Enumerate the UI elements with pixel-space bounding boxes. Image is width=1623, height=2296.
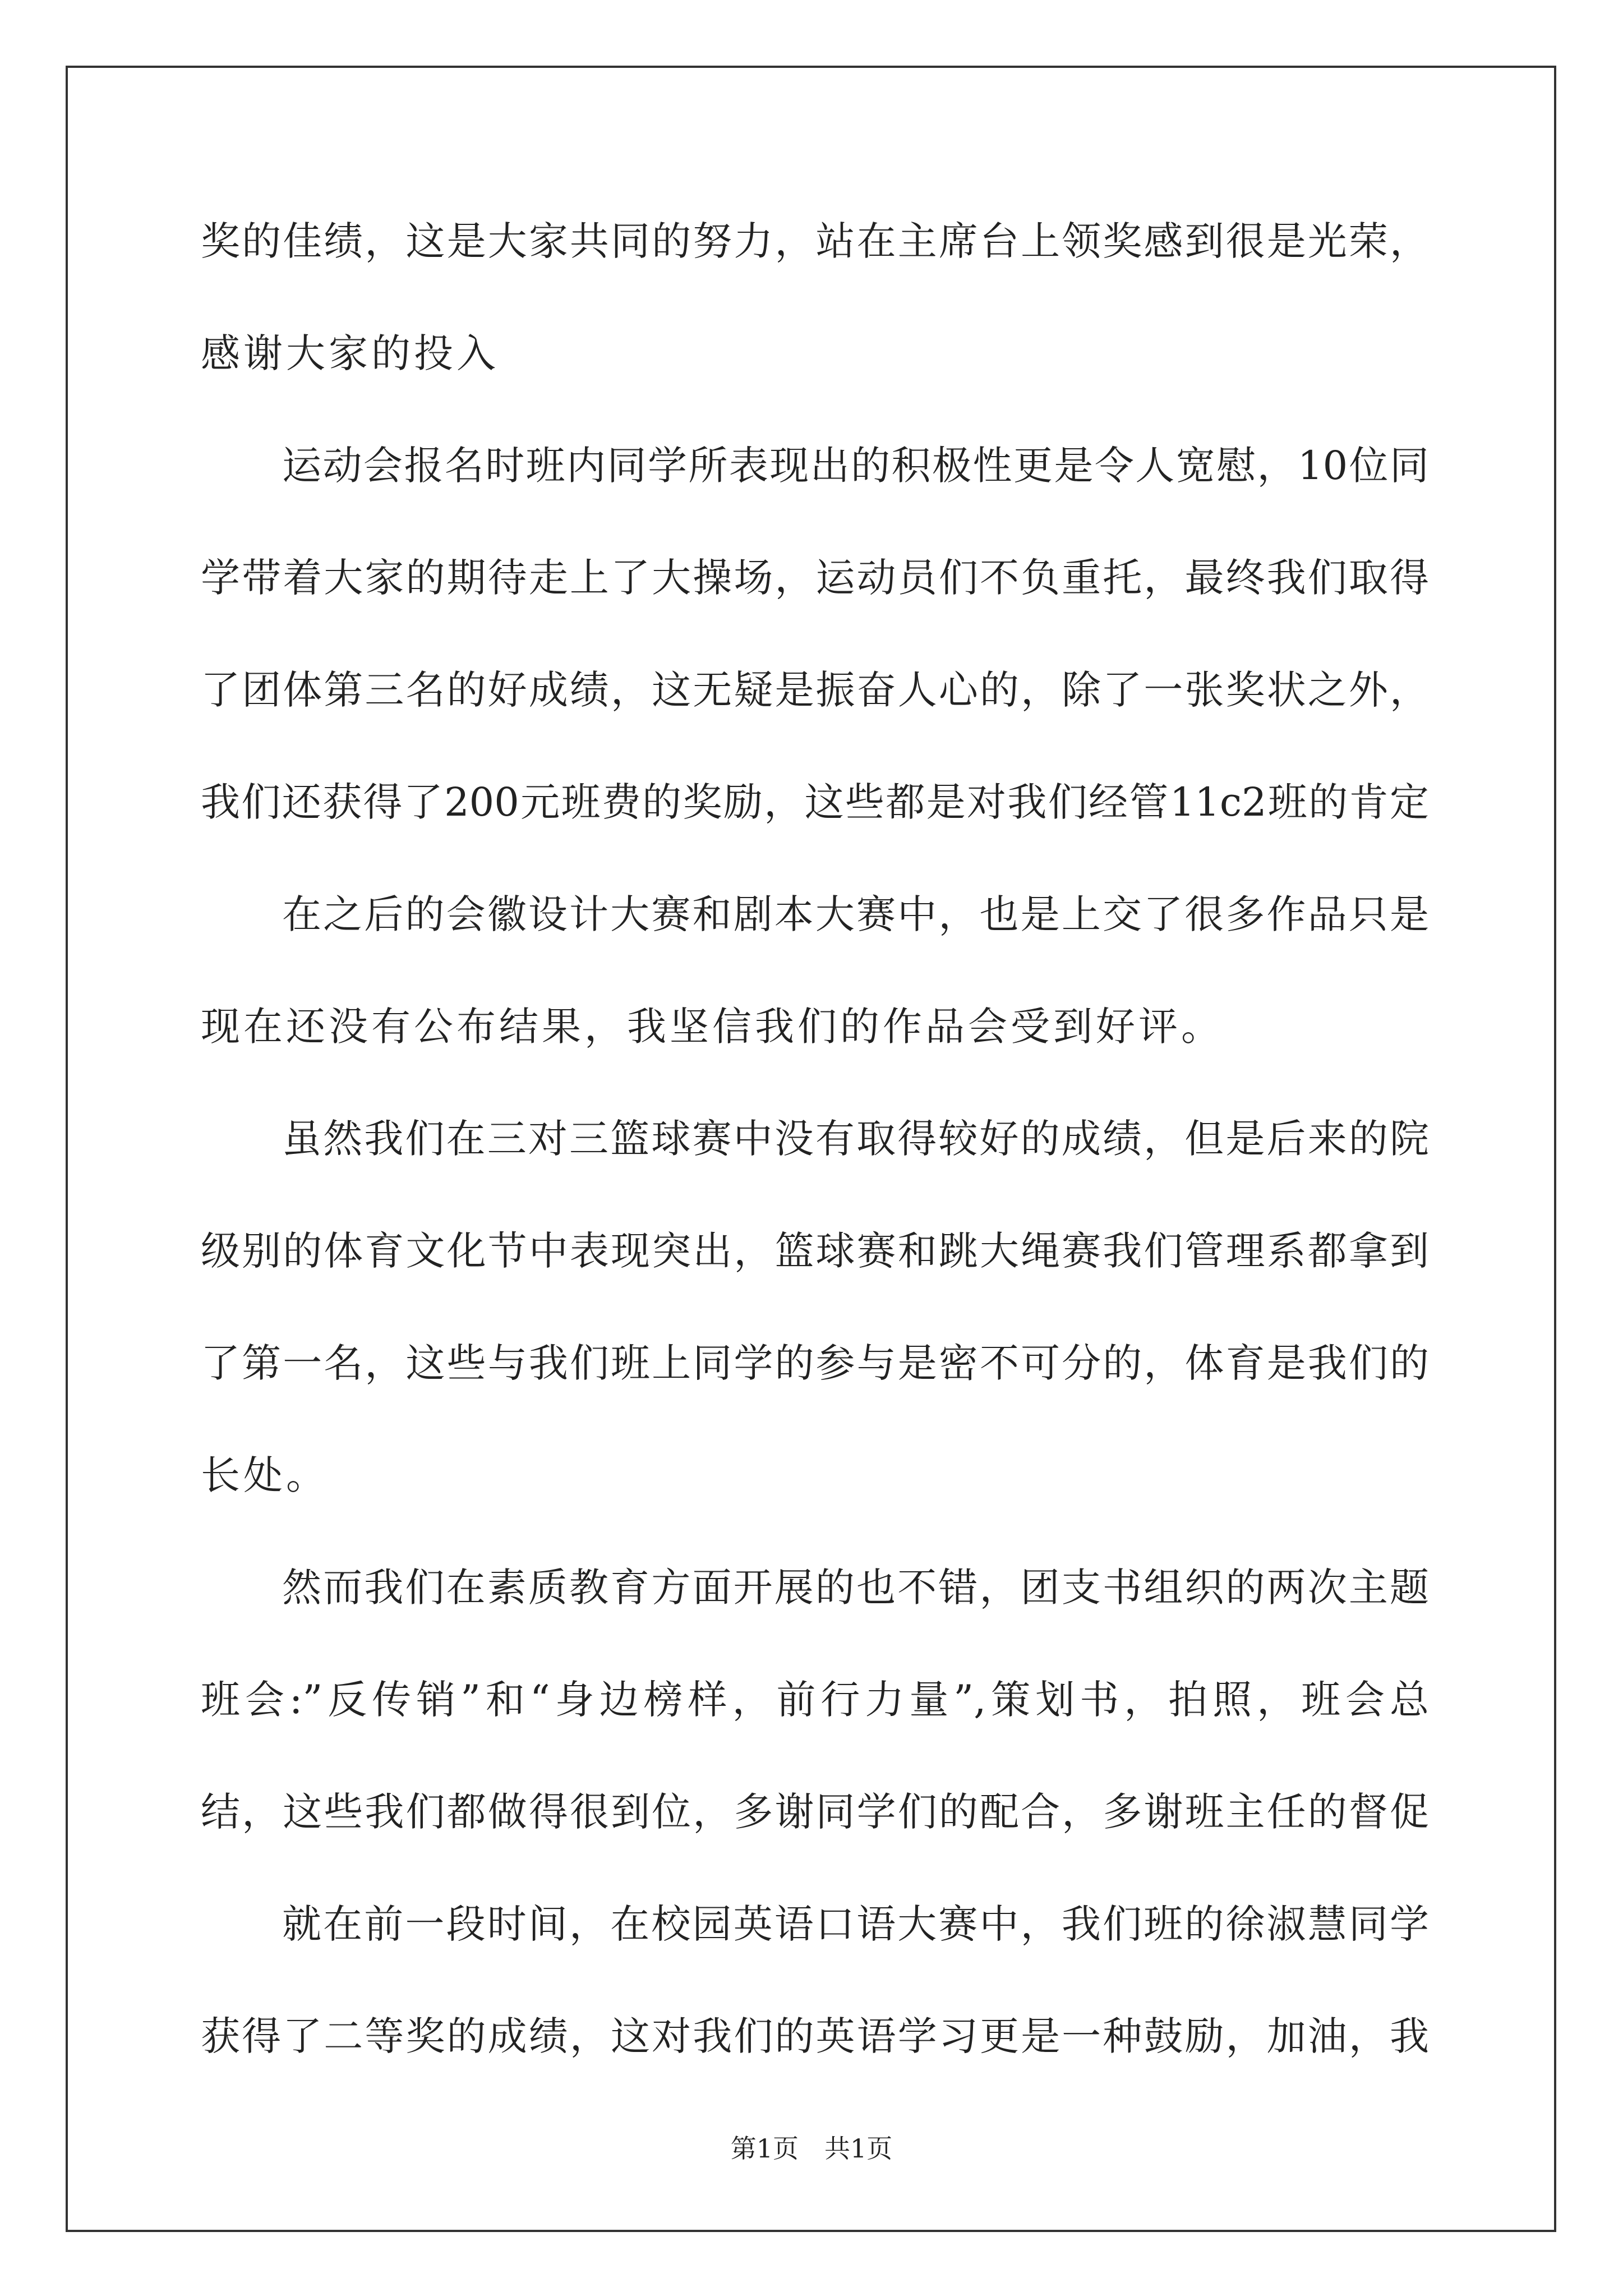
text-line: 现在还没有公布结果，我坚信我们的作品会受到好评。 xyxy=(201,1004,1224,1050)
text-line: 班会:”反传销”和“身边榜样，前行力量”,策划书，拍照，班会总 xyxy=(201,1677,1429,1723)
text-line: 结，这些我们都做得很到位，多谢同学们的配合，多谢班主任的督促 xyxy=(201,1789,1429,1835)
text-line: 学带着大家的期待走上了大操场，运动员们不负重托，最终我们取得 xyxy=(201,555,1429,601)
text-line: 奖的佳绩，这是大家共同的努力，站在主席台上领奖感到很是光荣， xyxy=(201,218,1429,264)
page-number-footer: 第1页 共1页 xyxy=(730,2133,893,2164)
paragraph-start-line: 然而我们在素质教育方面开展的也不错，团支书组织的两次主题 xyxy=(282,1565,1429,1611)
text-line: 感谢大家的投入 xyxy=(201,330,499,376)
text-line: 了第一名，这些与我们班上同学的参与是密不可分的，体育是我们的 xyxy=(201,1340,1429,1386)
text-line: 级别的体育文化节中表现突出，篮球赛和跳大绳赛我们管理系都拿到 xyxy=(201,1228,1429,1274)
text-line: 我们还获得了200元班费的奖励，这些都是对我们经管11c2班的肯定 xyxy=(201,779,1429,825)
paragraph-start-line: 虽然我们在三对三篮球赛中没有取得较好的成绩，但是后来的院 xyxy=(282,1116,1429,1162)
text-line: 了团体第三名的好成绩，这无疑是振奋人心的，除了一张奖状之外， xyxy=(201,667,1429,713)
paragraph-start-line: 在之后的会徽设计大赛和剧本大赛中，也是上交了很多作品只是 xyxy=(282,891,1429,937)
text-line: 长处。 xyxy=(201,1452,329,1498)
paragraph-start-line: 就在前一段时间，在校园英语口语大赛中，我们班的徐淑慧同学 xyxy=(282,1901,1429,1947)
paragraph-start-line: 运动会报名时班内同学所表现出的积极性更是令人宽慰，10位同 xyxy=(282,443,1429,489)
text-line: 获得了二等奖的成绩，这对我们的英语学习更是一种鼓励，加油，我 xyxy=(201,2013,1429,2059)
